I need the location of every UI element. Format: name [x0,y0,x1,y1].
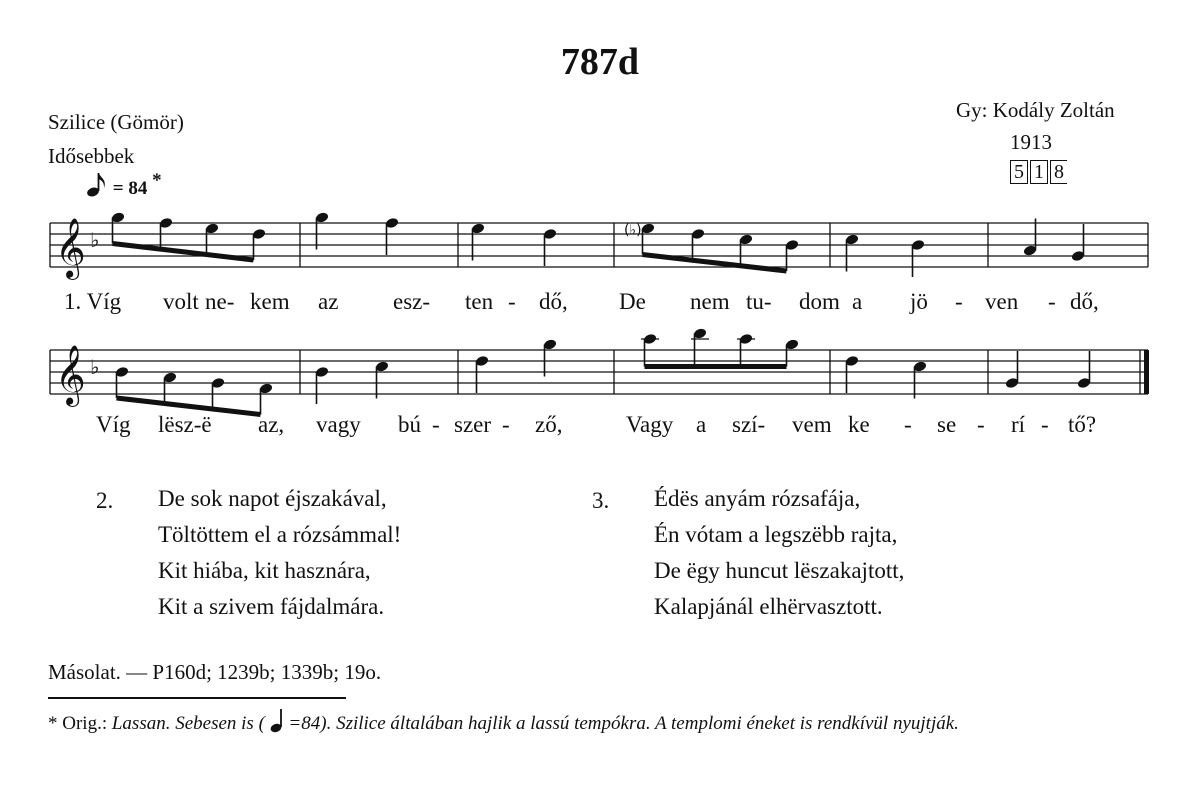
verse-3 [654,481,904,625]
verse-line: Töltöttem el a rózsámmal! [158,522,402,547]
lyric-syllable: tő? [1068,412,1097,437]
lyric-syllable: jö [910,289,928,314]
lyric-syllable: az, [258,412,285,437]
treble-clef-icon [55,218,86,280]
singers-label: Idősebbek [48,144,135,168]
lyric-syllable: ten [465,289,494,314]
lyric-syllable: - [1041,412,1049,437]
flat-key-signature-icon: ♭ [90,355,100,379]
lyric-syllable: - [502,412,510,437]
staff-system-2 [50,350,1148,394]
lyric-syllable: ven [985,289,1019,314]
lyric-syllable: - [508,289,516,314]
lyric-syllable: dő, [1070,289,1099,314]
copy-references: Másolat. — P160d; 1239b; 1339b; 19o. [48,660,382,684]
treble-clef-icon [55,345,86,407]
lyric-syllable: - [432,412,440,437]
lyric-syllable: bú [398,412,421,437]
lyric-syllable: a [852,289,863,314]
lyric-syllable: vem [792,412,832,437]
lyric-syllable: az [318,289,339,314]
svg-text:𝄞: 𝄞 [55,345,86,405]
lyric-syllable: szer [454,412,492,437]
lyric-syllable: 1. Víg [64,289,122,314]
lyric-syllable: - [955,289,963,314]
song-number-title: 787d [560,41,640,83]
lyric-syllable: ne- [205,289,235,314]
verse-3-number: 3. [592,488,610,513]
lyric-syllable: lësz-ë [158,412,212,437]
verse-line: De sok napot éjszakával, [158,486,387,511]
lyric-syllable: Vagy [626,412,674,437]
note-beam [113,244,254,261]
lyric-syllable: ke [848,412,870,437]
footnote [48,708,1158,740]
flat-key-signature-icon: ♭ [90,228,100,252]
quarter-note-icon [270,708,284,734]
verse-line: Édës anyám rózsafája, [654,486,861,511]
place-label: Szilice (Gömör) [48,110,184,134]
lyric-syllable: - [1048,289,1056,314]
lyric-syllable: nem [690,289,730,314]
footnote-mark: * [48,713,58,734]
verse-line: Kit a szivem fájdalmára. [158,594,385,619]
lyric-syllable: esz- [393,289,431,314]
footnote-text-a: Lassan. Sebesen is ( [111,713,265,734]
verse-line: De ëgy huncut lëszakajtott, [654,558,905,583]
svg-text:𝄞: 𝄞 [55,218,86,278]
footnote-text-b: =84). Szilice általában hajlik a lassú tempókra. A templomi éneket is rendkívül nyujtják. [288,713,959,734]
tempo-footnote-mark: * [152,170,162,191]
lyric-syllable: vagy [316,412,361,437]
lyric-syllable: rí [1011,412,1026,437]
lyric-syllable: De [619,289,646,314]
lyric-syllable: - [977,412,985,437]
verse-line: Kit hiába, kit hasznára, [158,558,371,583]
verse-2-number: 2. [96,488,114,513]
lyric-syllable: a [696,412,707,437]
lyric-syllable: dom [799,289,840,314]
lyric-syllable: se [937,412,957,437]
collector-label: Gy: Kodály Zoltán [956,98,1115,122]
verse-line: Kalapjánál elhërvasztott. [654,594,883,619]
final-barline [1144,350,1149,394]
lyric-syllable: - [904,412,912,437]
lyric-syllable: szí- [732,412,766,437]
note-beam [643,255,787,272]
code-box: 1 [1030,160,1048,184]
flat-accidental-icon: (♭) [624,222,642,239]
lyric-syllable: dő, [539,289,568,314]
lyric-syllable: Víg [96,412,131,437]
tempo-value: = 84 [112,178,148,199]
code-box: 8 [1050,160,1067,184]
lyric-syllable: tu- [746,289,772,314]
verse-2 [158,481,401,625]
year-label: 1913 [1010,130,1052,154]
footnote-label: Orig.: [62,713,108,734]
lyric-syllable: ző, [535,412,563,437]
verse-line: Én vótam a legszëbb rajta, [654,522,898,547]
lyric-syllable: volt [163,289,199,314]
footnote-divider [48,697,346,699]
code-box: 5 [1010,160,1028,184]
lyric-syllable: kem [250,289,290,314]
